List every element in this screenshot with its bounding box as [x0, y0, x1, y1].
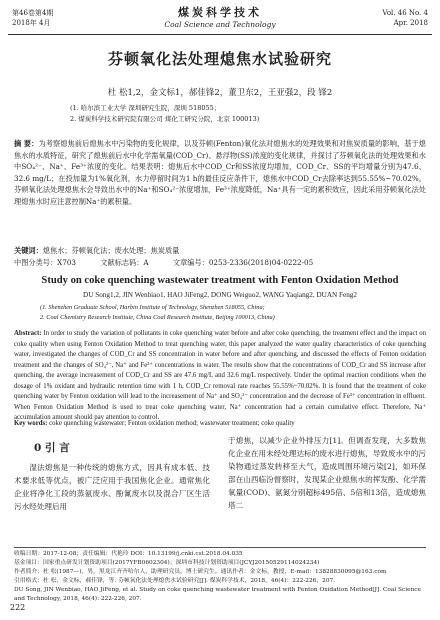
date-cn: 2018年 4月 — [12, 19, 51, 27]
article-title-cn: 芬顿氧化法处理熄焦水试验研究 — [107, 50, 332, 68]
footnote-citation-cn: 引用格式：杜 松，金文标，郝佳锋，等. 芬顿氧化法处理熄焦水试验研究[J]. 煤炭科学技术，2018，46(4)：222-226，207. — [14, 578, 336, 585]
journal-name — [118, 4, 322, 29]
footnote-author: 作者简介：杜 松(1987—)，男，黑龙江齐齐哈尔人，助理研究员，博士研究生。通讯作者：金文标，教授，E-mail：13828830095@163.com — [14, 569, 387, 576]
journal-name-en: Coal Science and Technology — [164, 20, 276, 29]
abstract-cn — [14, 138, 426, 208]
abstract-cn-label: 摘 要： — [14, 139, 39, 148]
document-code: 文献标志码：A — [100, 258, 149, 267]
footnote-received: 收稿日期：2017-12-08；责任编辑：代艳玲 DOI：10.13199/j.cnki.cst.2018.04.035 — [14, 551, 243, 557]
journal-name-cn: 煤炭科学技术 — [178, 6, 262, 19]
keywords-en — [14, 419, 426, 429]
footnote-funding: 基金项目：国家重点研发计划资助项目(2017YFB0602304)；深圳市科技计划资助项目(JCYJ20150529114024234) — [14, 560, 320, 567]
article-number: 文章编号：0253-2336(2018)04-0222-05 — [172, 258, 314, 267]
affiliations-cn — [70, 103, 420, 125]
article-title-en: Study on coke quenching wastewater treatment with Fenton Oxidation Method — [41, 275, 399, 286]
volume-issue-cn: 第46卷第4期 — [12, 9, 54, 17]
affiliation-cn-2: 2. 煤炭科学技术研究院有限公司 煤化工研究分院，北京 100013) — [70, 115, 260, 123]
running-header — [8, 4, 432, 35]
keywords-cn-label: 关键词： — [14, 246, 43, 255]
page-number: 222 — [10, 603, 26, 612]
keywords-cn-text: 熄焦水；芬顿氧化法；废水处理；焦炭质量 — [42, 246, 180, 255]
intro-paragraph-right: 于熄焦，以减少企业外排压力[1]。但调查发现，大多数焦化企业在用未经处理达标的废水进行熄焦，导致废水中的污染物通过蒸发转移至大气，造成周围环境污染[2]，如环保部在山西临汾督察时，发现某企业熄焦水的挥发酚、化学需氧量(COD)、氨氮分别超标495倍、5倍和13倍，造成熄焦塔二 — [228, 436, 426, 510]
footnotes — [14, 547, 426, 605]
issue-info — [12, 8, 53, 28]
affiliations-en — [40, 303, 426, 323]
intro-paragraph-left: 湿法熄焦是一种传统的熄焦方式，因具有成本低、技术要求低等优点，被广泛应用于我国焦化企业。通常焦化企业将净化工段的蒸氨废水、酚氰废水以及混合厂区生活污水经处理后用 — [14, 463, 210, 511]
issue-info-en — [382, 8, 428, 28]
keywords-en-text: coke quenching wastewater; Fenton oxidation method; wastewater treatment; coke quality — [49, 420, 295, 427]
footnote-citation-en: DU Song, JIN Wenbiao, HAO JiFeng, et al. Study on coke quenching wastewater treatment with Fenton Oxidation Method[J]. Coal Science and Technology, 2018, 46(4): 222-226, 207. — [14, 587, 421, 603]
affiliation-en-1: (1. Shenzhen Graduate School, Harbin Institute of Technology, Shenzhen 518055, China; — [40, 304, 265, 311]
right-column — [228, 434, 426, 512]
abstract-en-text: In order to study the variation of pollutants in coke quenching water before and after coke quenching, the treatment effect and the impact on coke quality when using Fenton Oxidation Method to treat quenching water, this paper analyzed the water quality characteristics of coke quenching water, investigated the changes of COD_Cr and SS concentration in water before and after quenching, and discussed the effects of Fenton oxidation treatment and the changes of SO₄²⁻, Na⁺ and Fe³⁺ concentrations in water. The results show that the concentrations of COD_Cr and SS increase after quenching, the average increasement of COD_Cr and SS are 47.6 mg/L and 32.6 mg/L respectively. Under the optimal reaction conditions when the dosage of 1% oxidant and hydraulic retention time with 1 h, COD_Cr removal rate reaches 55.55%~70.02%. It is found that the treatment of coke quenching water by Fenton oxidation will lead to the increasement of Na⁺ and SO₄²⁻ concentration and the decrease of Fe³⁺ concentration in effluent. When Fenton Oxidation Method is used to treat coke quenching water, Na⁺ concentration had a certain cumulative effect. Therefore, Na⁺ accumulation amount should pay attention to control. — [14, 330, 426, 421]
abstract-cn-text: 为考察熄焦前后熄焦水中污染物的变化规律，以及芬顿(Fenton)氧化法对熄焦水的处理效果和对焦炭质量的影响，基于熄焦水的水质特征，研究了熄焦前后水中化学需氧量(COD_Cr)、悬浮物(SS)浓度的变化规律，并探讨了芬顿氧化法的处理效果和水中SO₄²⁻、Na⁺、Fe³⁺浓度的变化。结果表明：熄焦后水中COD_Cr和SS浓度均增加，COD_Cr、SS的平均增量分别为47.6、32.6 mg/L；在投加量为1%氧化剂，水力停留时间为1 h的最佳反应条件下，熄焦水中COD_Cr去除率达到55.55%~70.02%。芬顿氧化法处理熄焦水会导致出水中的Na⁺和SO₄²⁻浓度增加，Fe³⁺浓度降低，Na⁺具有一定的累积效应，因此采用芬顿氧化法处理熄焦水时应注意控制Na⁺的累积量。 — [14, 139, 426, 206]
classification-line — [14, 257, 426, 268]
affiliation-en-2: 2. Coal Chemistry Research Institute, China Coal Research Institute, Beijing 100013, China) — [40, 314, 275, 321]
section-heading: 0 引 言 — [34, 442, 70, 454]
date-en: Apr. 2018 — [393, 19, 428, 27]
abstract-en-label: Abstract: — [14, 330, 42, 337]
keywords-en-label: Key words: — [14, 420, 48, 427]
left-column — [14, 434, 210, 513]
authors-en: DU Song1,2, JIN Wenbiao1, HAO JiFeng2, DONG Weiguo2, WANG Yaqiang2, DUAN Feng2 — [83, 291, 357, 299]
volume-issue-en: Vol. 46 No. 4 — [382, 9, 428, 17]
authors-cn: 杜 松1,2，金文标1，郝佳锋2，董卫东2，王亚强2，段 锋2 — [107, 88, 333, 98]
keywords-cn — [14, 245, 426, 256]
clc-number: 中图分类号：X703 — [14, 258, 76, 267]
affiliation-cn-1: (1. 哈尔滨工业大学 深圳研究生院，深圳 518055； — [70, 104, 221, 112]
abstract-en — [14, 329, 426, 424]
